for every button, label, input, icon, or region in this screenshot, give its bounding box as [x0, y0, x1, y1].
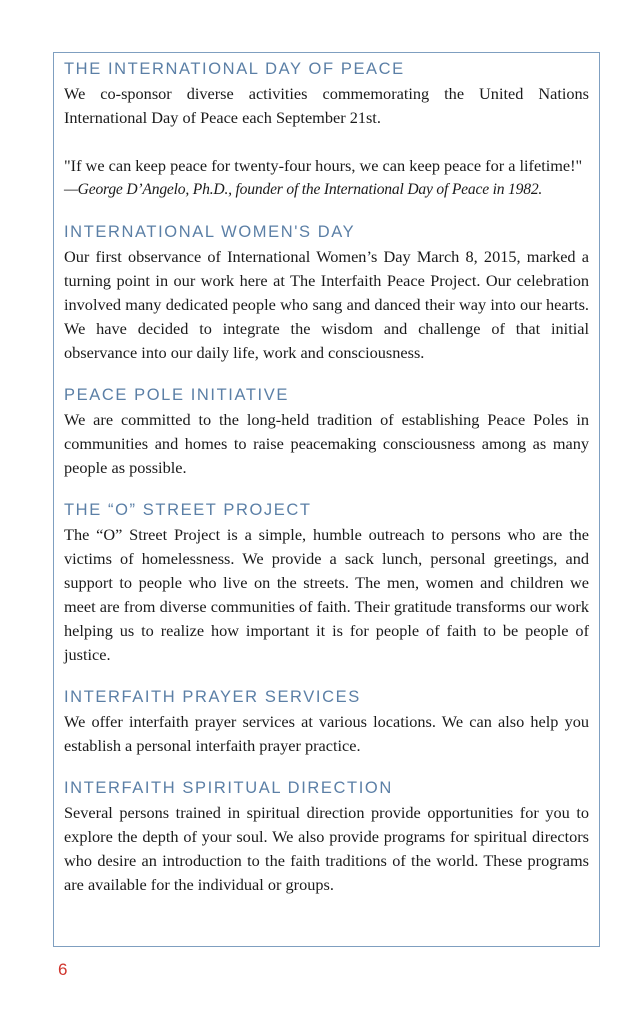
section-body: Our first observance of International Women’s Day March 8, 2015, marked a turning point in our work here at The Interfaith Peace Project. Our celebration involved many dedicated people who sang and danced their way into our hearts. We have decided to integrate the wisdom and challenge of that initial observance into our daily life, work and consciousness. [64, 247, 589, 362]
section-international-womens-day [64, 222, 589, 365]
section-heading: THE “O” STREET PROJECT [64, 501, 312, 519]
section-heading: THE INTERNATIONAL DAY OF PEACE [64, 60, 405, 78]
quote: "If we can keep peace for twenty-four hours, we can keep peace for a lifetime!" [64, 156, 583, 175]
section-body: We offer interfaith prayer services at various locations. We can also help you establish a personal interfaith prayer practice. [64, 712, 589, 755]
quote-attribution: —George D’Angelo, Ph.D., founder of the International Day of Peace in 1982. [64, 181, 543, 198]
section-peace-pole-initiative [64, 385, 589, 480]
content-box [53, 52, 600, 947]
section-interfaith-prayer-services [64, 687, 589, 758]
section-o-street-project [64, 500, 589, 667]
section-heading: INTERFAITH PRAYER SERVICES [64, 688, 361, 706]
section-international-day-of-peace [64, 59, 589, 202]
section-body: Several persons trained in spiritual direction provide opportunities for you to explore the depth of your soul. We also provide programs for spiritual directors who desire an introduction to the faith traditions of the world. These programs are available for the individual or groups. [64, 803, 589, 894]
section-body: We co-sponsor diverse activities commemorating the United Nations International Day of Peace each September 21st. [64, 84, 589, 127]
section-heading: INTERNATIONAL WOMEN'S DAY [64, 223, 356, 241]
section-body: The “O” Street Project is a simple, humble outreach to persons who are the victims of homelessness. We provide a sack lunch, personal greetings, and support to people who live on the streets. The men, women and children we meet are from diverse communities of faith. Their gratitude transforms our work helping us to realize how important it is for people of faith to be people of justice. [64, 525, 589, 664]
section-heading: INTERFAITH SPIRITUAL DIRECTION [64, 779, 393, 797]
section-interfaith-spiritual-direction [64, 778, 589, 897]
page-number: 6 [58, 960, 68, 979]
section-body: We are committed to the long-held tradition of establishing Peace Poles in communities and homes to raise peacemaking consciousness among as many people as possible. [64, 410, 589, 477]
section-heading: PEACE POLE INITIATIVE [64, 386, 289, 404]
